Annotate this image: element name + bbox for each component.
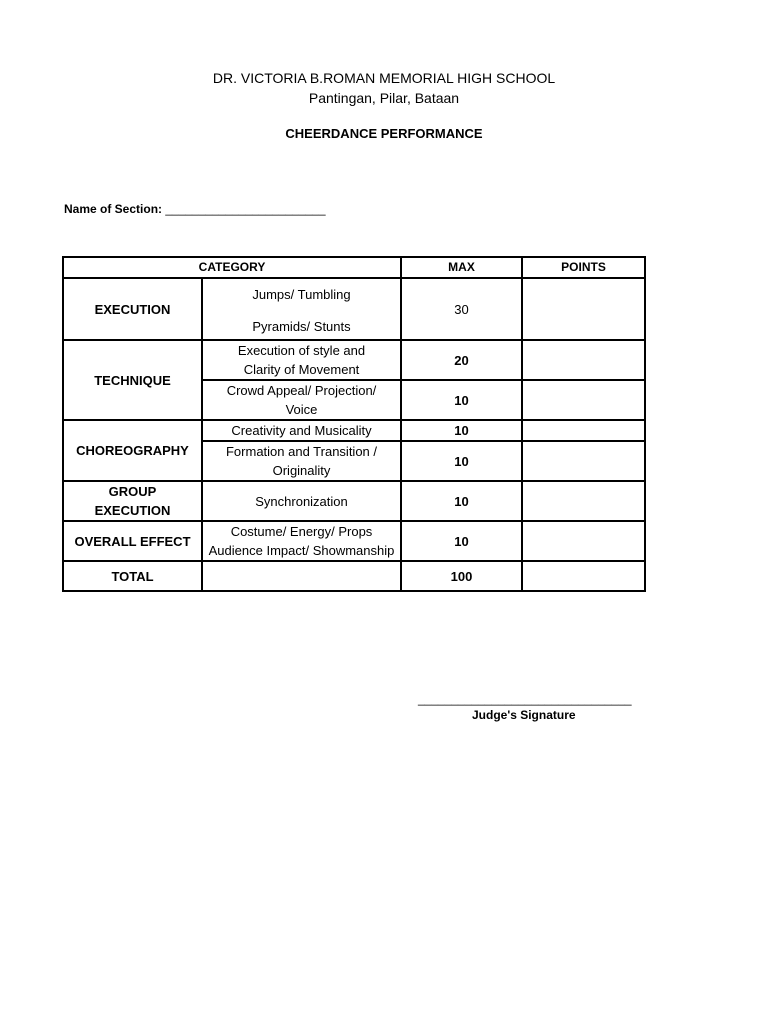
table-row	[63, 481, 645, 521]
criteria-cell	[202, 278, 401, 340]
criteria-line: Costume/ Energy/ Props	[230, 524, 373, 539]
signature-label: Judge's Signature	[472, 708, 576, 722]
header-category: CATEGORY	[63, 257, 401, 278]
criteria-cell	[202, 420, 401, 441]
table-row-total	[63, 561, 645, 591]
max-value: 30	[401, 278, 522, 340]
category-choreography: CHOREOGRAPHY	[63, 420, 202, 481]
max-value: 10	[401, 420, 522, 441]
criteria-cell	[202, 441, 401, 481]
table-header-row	[63, 257, 645, 278]
points-total-cell[interactable]	[522, 561, 645, 591]
points-cell[interactable]	[522, 521, 645, 561]
category-group-execution	[63, 481, 202, 521]
school-address: Pantingan, Pilar, Bataan	[308, 90, 460, 106]
max-value: 20	[401, 340, 522, 380]
header-max: MAX	[401, 257, 522, 278]
signature-line[interactable]: ________________________________	[418, 692, 632, 706]
school-name: DR. VICTORIA B.ROMAN MEMORIAL HIGH SCHOOL	[212, 70, 556, 86]
table-row	[63, 420, 645, 441]
category-overall-effect: OVERALL EFFECT	[63, 521, 202, 561]
points-cell[interactable]	[522, 420, 645, 441]
category-line: EXECUTION	[94, 503, 171, 518]
category-line: GROUP	[108, 484, 157, 499]
section-name-blank[interactable]: ________________________	[165, 202, 326, 216]
criteria-line: Clarity of Movement	[243, 362, 360, 377]
category-technique: TECHNIQUE	[63, 340, 202, 420]
table-row	[63, 340, 645, 380]
total-criteria-cell	[202, 561, 401, 591]
points-cell[interactable]	[522, 278, 645, 340]
section-name-field	[64, 202, 326, 216]
points-cell[interactable]	[522, 441, 645, 481]
criteria-jumps: Jumps/ Tumbling	[252, 286, 351, 302]
rubric-table	[62, 256, 646, 592]
points-cell[interactable]	[522, 481, 645, 521]
table-row	[63, 521, 645, 561]
criteria-line: Execution of style and	[237, 343, 366, 358]
criteria-cell	[202, 380, 401, 420]
criteria-line: Creativity and Musicality	[231, 423, 372, 438]
criteria-line: Audience Impact/ Showmanship	[208, 543, 395, 558]
criteria-pyramids: Pyramids/ Stunts	[252, 318, 351, 334]
max-value: 10	[401, 441, 522, 481]
criteria-line: Formation and Transition /	[225, 444, 378, 459]
points-cell[interactable]	[522, 340, 645, 380]
criteria-cell	[202, 521, 401, 561]
criteria-line: Crowd Appeal/ Projection/	[226, 383, 377, 398]
points-cell[interactable]	[522, 380, 645, 420]
category-execution: EXECUTION	[63, 278, 202, 340]
max-value: 10	[401, 521, 522, 561]
criteria-line: Originality	[272, 463, 331, 478]
max-value: 10	[401, 481, 522, 521]
criteria-cell	[202, 340, 401, 380]
category-total: TOTAL	[63, 561, 202, 591]
header-points: POINTS	[522, 257, 645, 278]
max-value: 10	[401, 380, 522, 420]
table-row	[63, 278, 645, 340]
criteria-line: Voice	[285, 402, 318, 417]
document-title: CHEERDANCE PERFORMANCE	[285, 126, 483, 141]
criteria-synchronization: Synchronization	[202, 481, 401, 521]
max-total: 100	[401, 561, 522, 591]
section-name-label: Name of Section:	[64, 202, 163, 216]
